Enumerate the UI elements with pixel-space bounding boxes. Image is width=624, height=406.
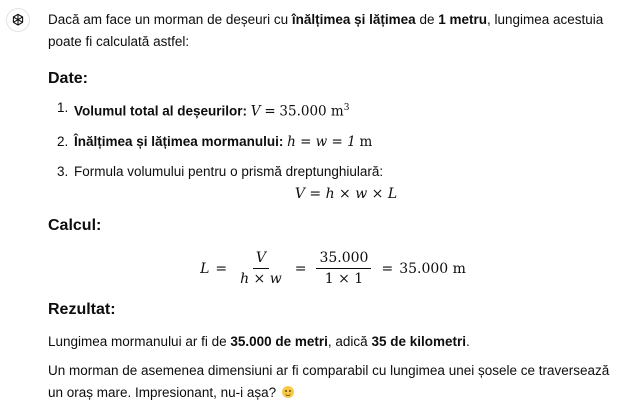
fraction-denominator: 1 × 1 — [324, 271, 364, 287]
math-operator: = — [215, 260, 228, 277]
list-label: Înălțimea și lățimea mormanului: — [74, 133, 284, 149]
math-unit: m — [359, 133, 373, 150]
fraction-denominator: h × w — [240, 271, 282, 287]
result-text: Lungimea mormanului ar fi de — [48, 334, 231, 349]
volume-formula: V = h × w × L — [294, 185, 398, 202]
intro-bold-dimensions: înălțimea și lățimea — [291, 12, 416, 27]
intro-text: , lungimea acestuia poate fi calculată astfel: — [48, 12, 604, 49]
list-number: 1. — [57, 100, 69, 115]
result-paragraph — [48, 331, 470, 353]
list-item — [48, 98, 618, 122]
fraction-numerator: 35.000 — [316, 250, 371, 269]
heading-date: Date: — [48, 70, 89, 87]
comparison-paragraph — [48, 360, 618, 404]
comparison-text: Un morman de asemenea dimensiuni ar fi comparabil cu lungimea unei șosele ce traversează un oraș mare. Impresionant, nu-i așa? — [48, 363, 610, 400]
math-exponent: 3 — [343, 103, 350, 113]
result-text: , adică — [327, 334, 372, 349]
result-text: . — [465, 334, 470, 349]
list-item — [48, 162, 618, 204]
math-operator: = — [294, 260, 307, 277]
result-bold-km: 35 de kilometri — [371, 334, 466, 349]
math-expression: h = w = 1 — [287, 133, 356, 150]
fraction-values — [316, 250, 371, 287]
fraction-formula — [237, 250, 285, 287]
math-operator: = — [264, 103, 276, 120]
calculation-equation — [48, 250, 618, 287]
intro-bold-size: 1 metru — [438, 12, 487, 27]
math-variable: L — [200, 260, 210, 277]
given-data-list — [48, 98, 618, 214]
grinning-face-icon — [282, 386, 294, 398]
assistant-avatar — [6, 8, 30, 32]
result-bold-meters: 35.000 de metri — [230, 334, 328, 349]
calculation-result: 35.000 m — [399, 260, 466, 277]
list-item — [48, 132, 618, 152]
heading-calcul: Calcul: — [48, 217, 102, 234]
heading-rezultat: Rezultat: — [48, 301, 116, 318]
openai-logo-icon — [10, 12, 26, 28]
list-label: Formula volumului pentru o prismă dreptunghiulară: — [74, 163, 384, 179]
intro-paragraph — [48, 9, 618, 53]
math-operator: = — [381, 260, 394, 277]
math-value: 35.000 m — [279, 103, 344, 120]
math-variable: V — [250, 103, 261, 120]
list-label: Volumul total al deșeurilor: — [74, 103, 248, 119]
list-number: 3. — [57, 163, 69, 179]
fraction-numerator: V — [253, 250, 269, 269]
intro-text: Dacă am face un morman de deșeuri cu — [48, 12, 292, 27]
intro-text: de — [415, 12, 439, 27]
list-number: 2. — [57, 133, 69, 149]
